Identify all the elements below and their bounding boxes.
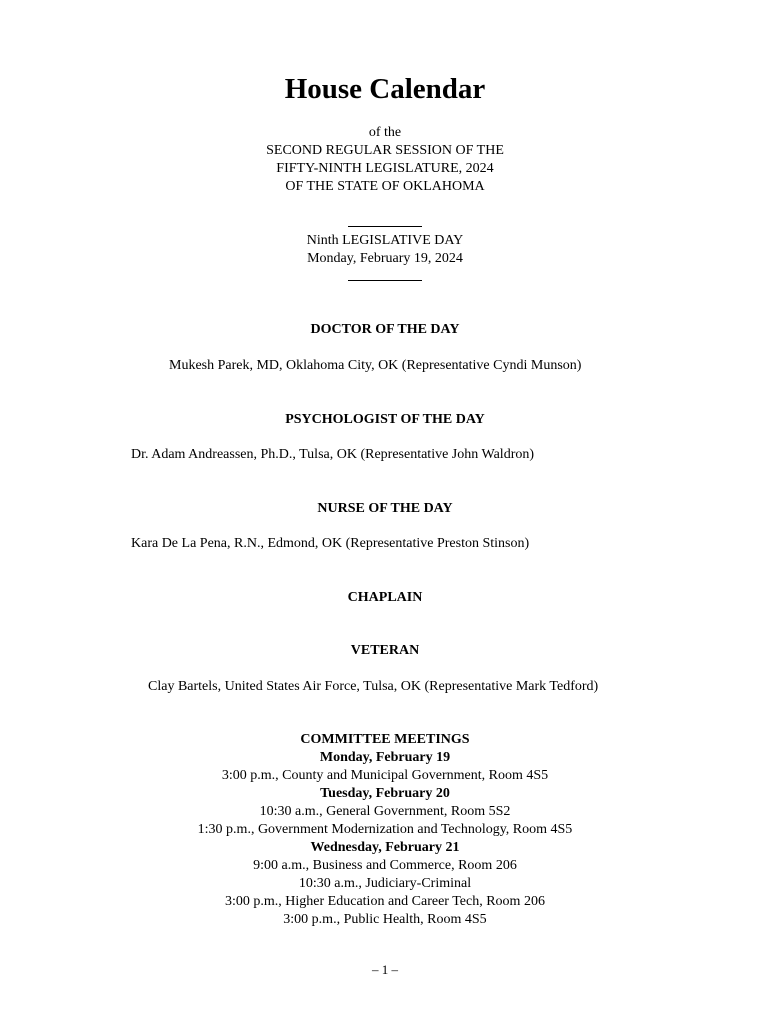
subtitle-line: of the — [368, 125, 402, 140]
psychologist-heading: PSYCHOLOGIST OF THE DAY — [285, 412, 485, 427]
psychologist-entry: Dr. Adam Andreassen, Ph.D., Tulsa, OK (Representative John Waldron) — [131, 447, 535, 462]
divider-bottom — [0, 268, 770, 286]
page-title: House Calendar — [284, 73, 486, 105]
subtitle-line: OF THE STATE OF OKLAHOMA — [285, 179, 485, 194]
meeting-item: 10:30 a.m., Judiciary-Criminal — [298, 876, 472, 891]
divider-top — [0, 214, 770, 232]
page-number: – 1 – — [372, 962, 398, 977]
meeting-item: 10:30 a.m., General Government, Room 5S2 — [259, 804, 511, 819]
meeting-item: 3:00 p.m., County and Municipal Government, Room 4S5 — [221, 768, 549, 783]
session-date: Monday, February 19, 2024 — [307, 251, 463, 266]
meeting-item: 1:30 p.m., Government Modernization and Technology, Room 4S5 — [197, 822, 573, 837]
veteran-entry: Clay Bartels, United States Air Force, Tulsa, OK (Representative Mark Tedford) — [148, 679, 599, 694]
doctor-entry: Mukesh Parek, MD, Oklahoma City, OK (Representative Cyndi Munson) — [169, 358, 582, 373]
session-subtitle — [0, 124, 770, 196]
subtitle-line: SECOND REGULAR SESSION OF THE — [266, 143, 504, 158]
meeting-item: 3:00 p.m., Higher Education and Career Tech, Room 206 — [225, 894, 545, 909]
meeting-item: 3:00 p.m., Public Health, Room 4S5 — [283, 912, 487, 927]
committee-meetings — [0, 731, 770, 929]
committee-heading: COMMITTEE MEETINGS — [300, 732, 470, 747]
chaplain-heading: CHAPLAIN — [347, 590, 423, 605]
meeting-day: Wednesday, February 21 — [310, 840, 460, 855]
meeting-item: 9:00 a.m., Business and Commerce, Room 206 — [253, 858, 517, 873]
veteran-heading: VETERAN — [350, 643, 420, 658]
nurse-entry: Kara De La Pena, R.N., Edmond, OK (Representative Preston Stinson) — [131, 536, 530, 551]
meeting-day: Monday, February 19 — [319, 750, 451, 765]
nurse-heading: NURSE OF THE DAY — [317, 501, 453, 516]
legislative-day: Ninth LEGISLATIVE DAY — [306, 233, 464, 248]
subtitle-line: FIFTY-NINTH LEGISLATURE, 2024 — [276, 161, 494, 176]
meeting-day: Tuesday, February 20 — [320, 786, 450, 801]
doctor-heading: DOCTOR OF THE DAY — [310, 322, 460, 337]
